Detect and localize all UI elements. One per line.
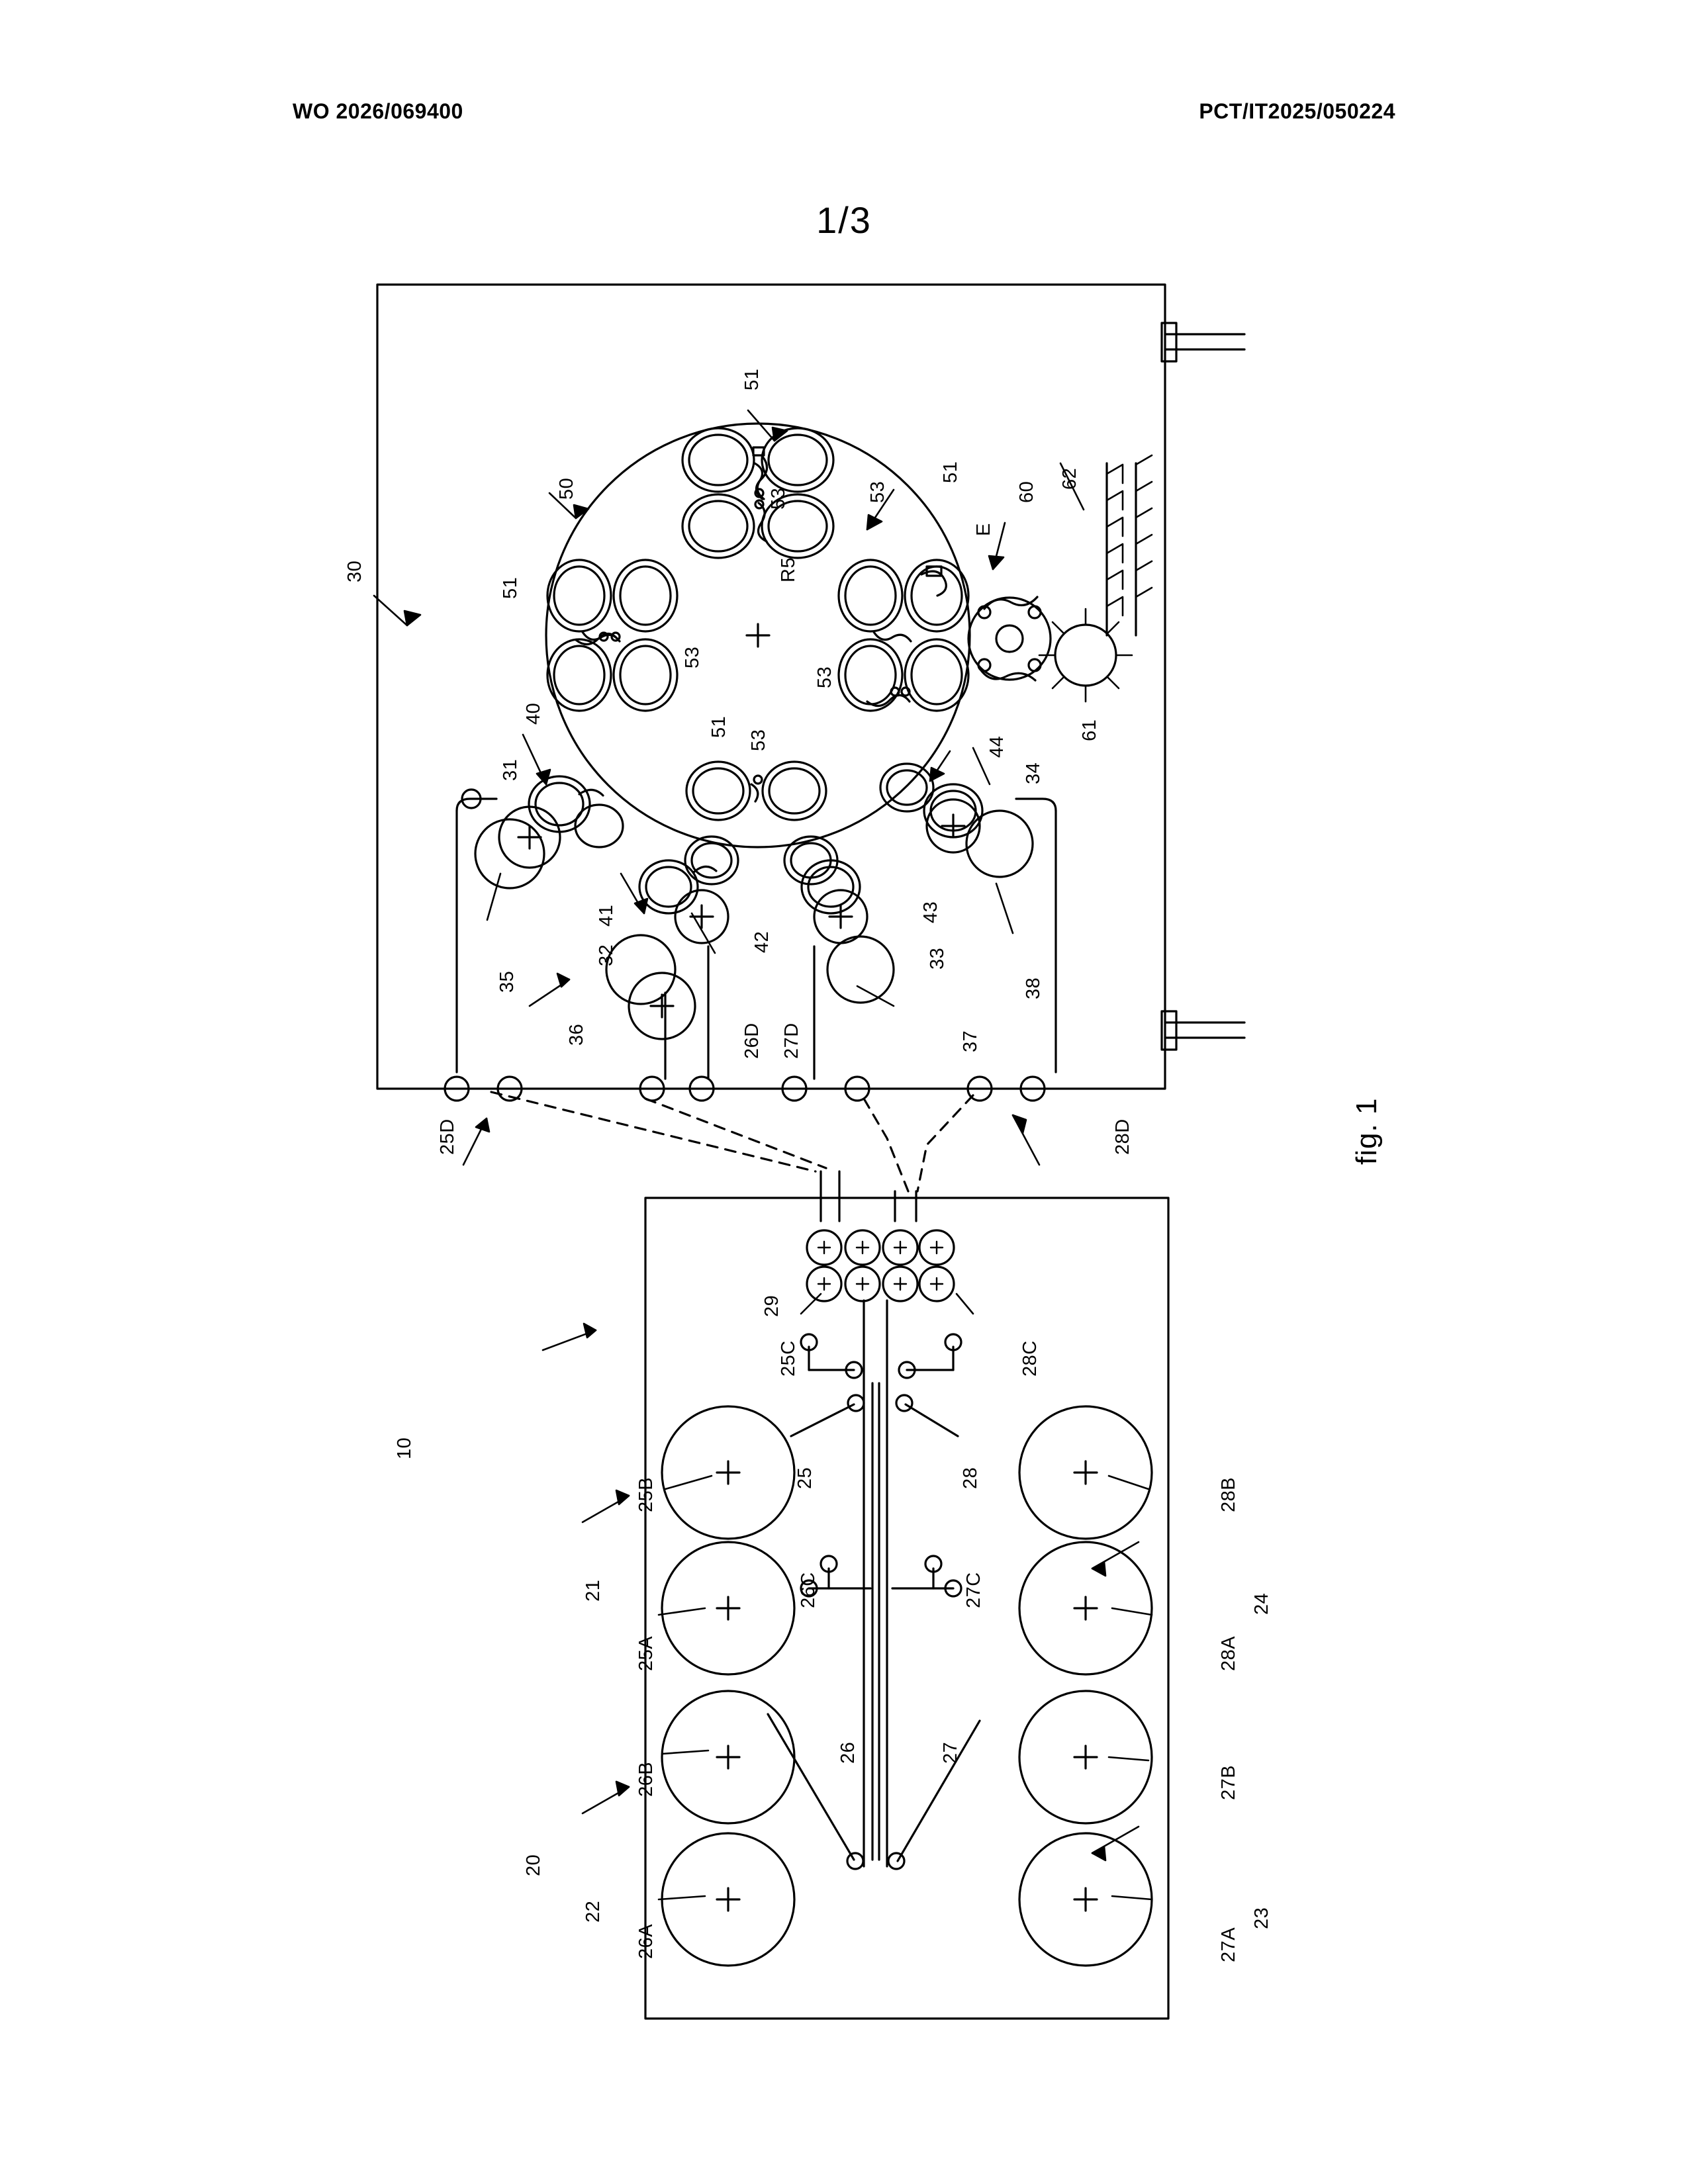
header-publication-number: WO 2026/069400 [293, 99, 463, 123]
ref-33: 33 [927, 947, 948, 970]
ref-50: 50 [556, 477, 577, 500]
ref-27A: 27A [1218, 1927, 1239, 1962]
ref-26C: 26C [798, 1572, 819, 1608]
ref-51-bottom: 51 [708, 715, 729, 738]
ref-38: 38 [1023, 977, 1044, 999]
ref-40: 40 [523, 702, 544, 725]
ref-51-right: 51 [940, 461, 961, 483]
ref-32: 32 [596, 944, 617, 966]
ref-R5: R5 [778, 557, 799, 582]
ref-28B: 28B [1218, 1477, 1239, 1512]
ref-31: 31 [500, 758, 521, 781]
ref-53-right: 53 [814, 666, 835, 688]
ref-28C: 28C [1019, 1340, 1041, 1377]
ref-27: 27 [940, 1741, 961, 1764]
ref-42: 42 [751, 931, 773, 953]
ref-51-top: 51 [741, 368, 763, 390]
ref-10: 10 [394, 1437, 415, 1459]
ref-27B: 27B [1218, 1764, 1239, 1800]
sheet-number: 1/3 [816, 199, 872, 241]
ref-26D: 26D [741, 1023, 763, 1059]
ref-27D: 27D [781, 1023, 802, 1059]
ref-53-topright: 53 [867, 480, 888, 503]
ref-41: 41 [596, 904, 617, 927]
ref-61: 61 [1079, 719, 1100, 741]
ref-60: 60 [1016, 480, 1037, 503]
ref-25: 25 [794, 1467, 816, 1489]
ref-28: 28 [960, 1467, 981, 1489]
ref-29: 29 [761, 1295, 782, 1317]
ref-20: 20 [523, 1854, 544, 1876]
ref-62: 62 [1059, 467, 1080, 490]
ref-23: 23 [1251, 1907, 1272, 1929]
ref-26: 26 [837, 1741, 859, 1764]
ref-53-left: 53 [682, 646, 703, 668]
ref-53-top: 53 [768, 487, 789, 510]
ref-26A: 26A [635, 1923, 657, 1959]
ref-53-bottom: 53 [748, 729, 769, 751]
ref-24: 24 [1251, 1592, 1272, 1615]
ref-25C: 25C [778, 1340, 799, 1377]
ref-27C: 27C [963, 1572, 984, 1608]
ref-30: 30 [344, 560, 365, 582]
ref-21: 21 [583, 1579, 604, 1602]
header-application-number: PCT/IT2025/050224 [1199, 99, 1395, 123]
ref-51-left: 51 [500, 576, 521, 599]
ref-34: 34 [1023, 762, 1044, 784]
ref-43: 43 [920, 901, 941, 923]
ref-25D: 25D [437, 1118, 458, 1155]
ref-44: 44 [986, 735, 1008, 758]
ref-25A: 25A [635, 1635, 657, 1671]
ref-37: 37 [960, 1030, 981, 1052]
ref-28A: 28A [1218, 1635, 1239, 1671]
ref-35: 35 [496, 970, 518, 993]
figure-caption: fig. 1 [1350, 1097, 1383, 1165]
ref-26B: 26B [635, 1761, 657, 1797]
ref-E: E [973, 523, 994, 536]
ref-28D: 28D [1112, 1118, 1133, 1155]
ref-22: 22 [583, 1900, 604, 1923]
ref-25B: 25B [635, 1477, 657, 1512]
ref-36: 36 [566, 1023, 587, 1046]
